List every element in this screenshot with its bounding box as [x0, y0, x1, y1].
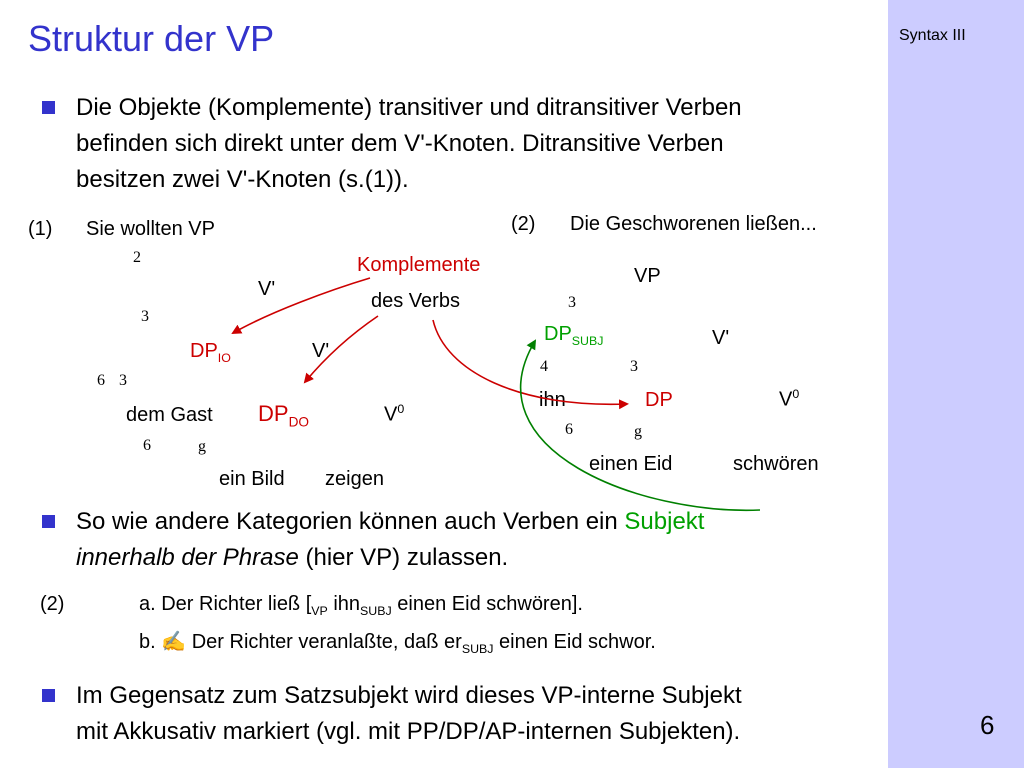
tree2-node-6: 6 — [565, 421, 573, 438]
tree1-node-3b: 3 — [119, 372, 127, 389]
example-b: b. ✍ Der Richter veranlaßte, daß $er_{SUBJ}$ einen Eid schwor. — [139, 631, 656, 656]
tree1-vbar-mid: V' — [312, 340, 330, 362]
bullet-3-line-2: mit Akkusativ markiert (vgl. mit PP/DP/AP-internen Subjekten). — [76, 718, 741, 745]
tree2-vbar: V' — [712, 327, 730, 349]
tree1-caption: Sie wollten VP — [86, 218, 215, 240]
example-a: a. Der Richter ließ [$_{VP}$ ihn$_{SUBJ}$ einen Eid schwören]. — [139, 593, 583, 618]
tree1-zeigen: zeigen — [325, 468, 384, 490]
writing-hand-icon: ✍ — [161, 631, 187, 653]
tree2-dp: DP — [645, 389, 673, 411]
annotation-des-verbs: des Verbs — [371, 290, 460, 312]
bullet-2-text — [76, 504, 704, 576]
tree2-node-g: g — [634, 423, 642, 440]
tree2-schworen: schwören — [733, 453, 819, 475]
tree2-node-3a: 3 — [568, 294, 576, 311]
section-label: Syntax III — [899, 27, 966, 44]
tree1-node-g: g — [198, 438, 206, 455]
tree1-node-2: 2 — [133, 249, 141, 266]
tree2-v0: $V^0$ — [779, 387, 800, 411]
bullet-2-line-1: So wie andere Kategorien können auch Verben ein Subjekt — [76, 508, 705, 535]
annotation-komplemente: Komplemente — [357, 254, 481, 276]
tree2-node-3b: 3 — [630, 358, 638, 375]
tree2-vp: VP — [634, 265, 661, 287]
bullet-1-line-3: besitzen zwei V'-Knoten (s.(1)). — [76, 166, 409, 193]
tree2-number: (2) — [511, 213, 536, 235]
tree1-dp-do: $DP_{DO}$ — [258, 401, 309, 430]
page-number: 6 — [980, 710, 995, 740]
tree1-vbar-top: V' — [258, 278, 276, 300]
bullet-1-line-2: befinden sich direkt unter dem V'-Knoten. Ditransitive Verben — [76, 130, 724, 157]
tree2-caption: Die Geschworenen ließen... — [570, 213, 817, 235]
subjekt-highlight: Subjekt — [624, 508, 705, 535]
bullet-2-line-2: innerhalb der Phrase (hier VP) zulassen. — [76, 544, 509, 571]
tree2-ihn: ihn — [539, 389, 566, 411]
bullet-3-line-1: Im Gegensatz zum Satzsubjekt wird dieses VP-interne Subjekt — [76, 682, 742, 709]
slide-title: Struktur der VP — [28, 18, 275, 59]
tree1-dp-io: $DP_{IO}$ — [190, 340, 231, 365]
bullet-square-icon — [42, 515, 55, 528]
arrow-komplemente-to-dp-io — [233, 278, 370, 333]
bullet-square-icon — [42, 689, 55, 702]
tree1-node-6b: 6 — [143, 437, 151, 454]
bullet-3-text — [76, 678, 742, 750]
bullet-1-line-1: Die Objekte (Komplemente) transitiver und ditransitiver Verben — [76, 94, 742, 121]
tree1-node-6a: 6 — [97, 372, 105, 389]
example-number: (2) — [40, 593, 65, 615]
bullet-1-text — [76, 90, 742, 198]
tree1-ein-bild: ein Bild — [219, 468, 285, 490]
tree2-dp-subj: $DP_{SUBJ}$ — [544, 323, 604, 348]
tree1-node-3a: 3 — [141, 308, 149, 325]
bullet-square-icon — [42, 101, 55, 114]
tree2-node-4: 4 — [540, 358, 548, 375]
tree1-number: (1) — [28, 218, 53, 240]
tree1-dem-gast: dem Gast — [126, 404, 213, 426]
tree1-v0: $V^0$ — [384, 402, 405, 426]
sidebar-panel — [888, 0, 1024, 768]
tree2-einen-eid: einen Eid — [589, 453, 673, 475]
